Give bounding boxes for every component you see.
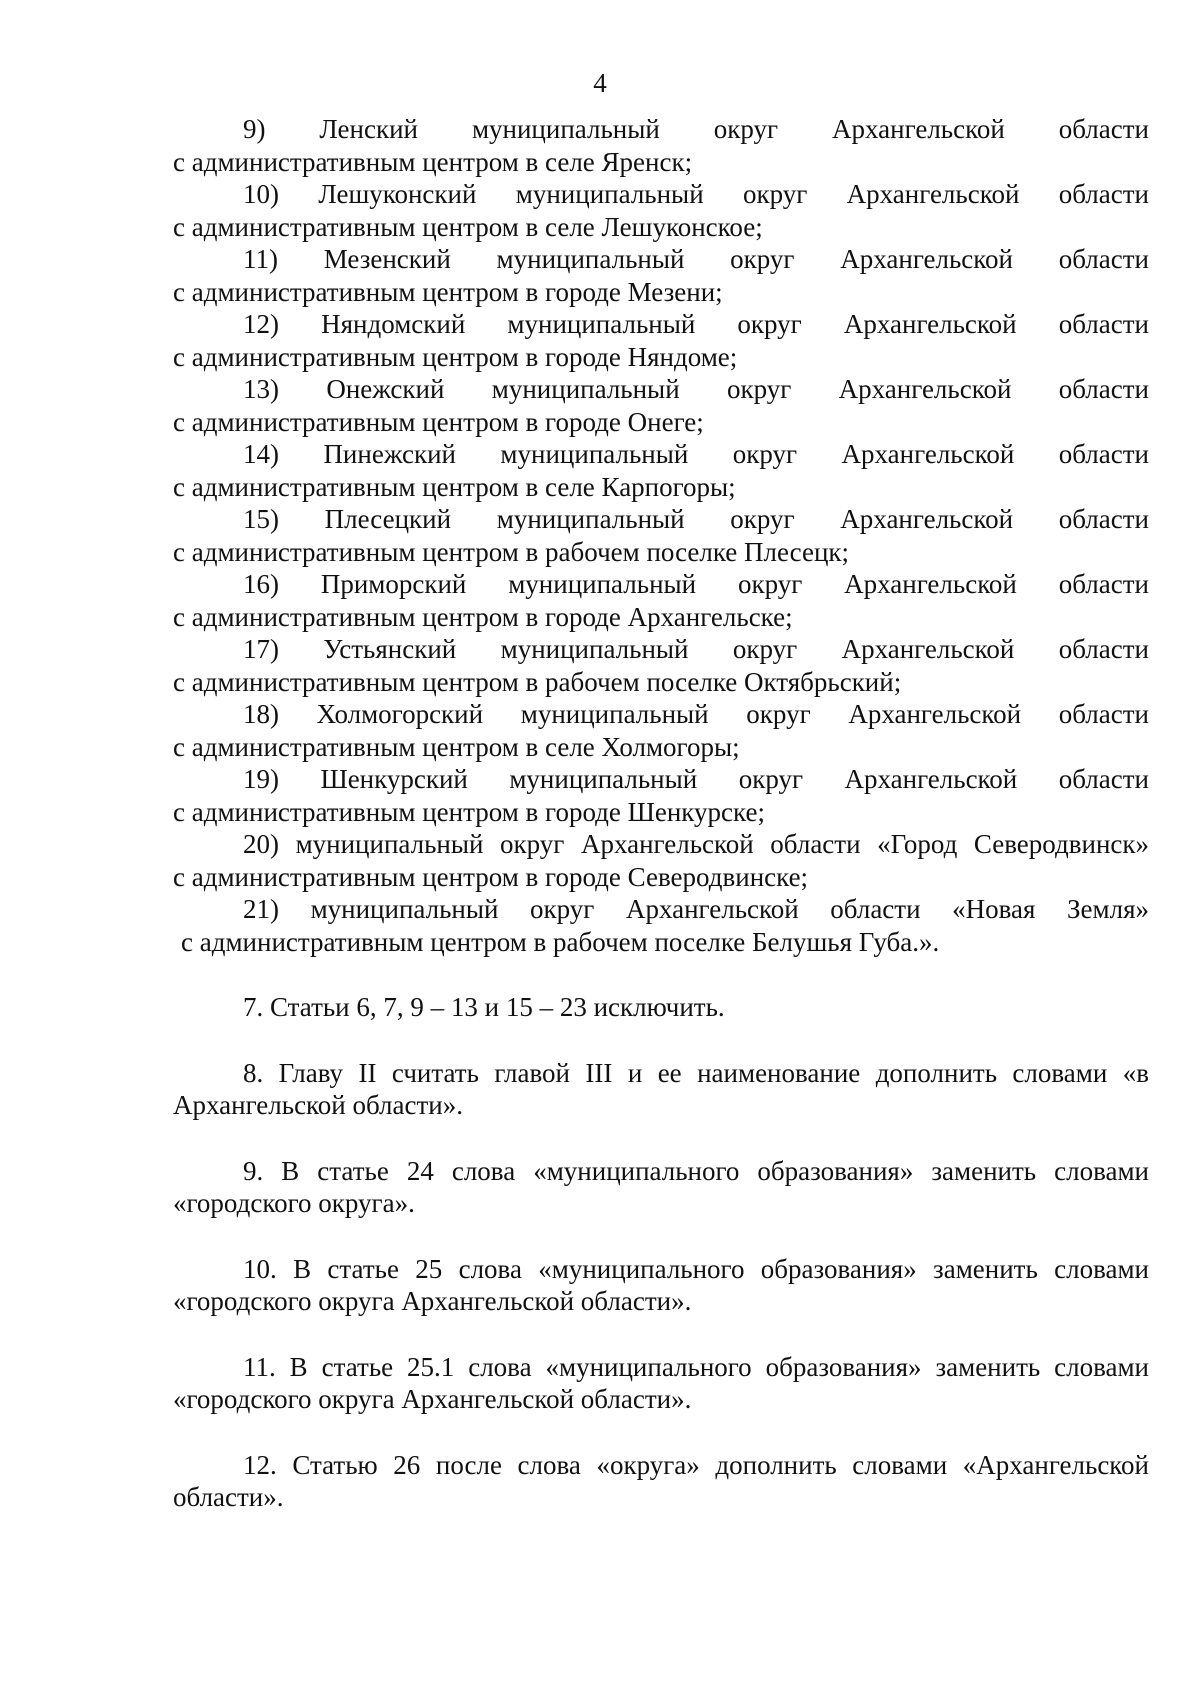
list-item-continuation: с административным центром в селе Холмогоры; (173, 731, 740, 762)
amendment-paragraph: 11. В статье 25.1 слова «муниципального образования» заменить словами «городского округа Архангельской области». (173, 1351, 1149, 1414)
amendment-paragraph: 8. Главу II считать главой III и ее наименование дополнить словами «в Архангельской области». (173, 1057, 1149, 1120)
list-item-line: 19) Шенкурский муниципальный округ Архангельской области (243, 764, 1149, 794)
list-item (173, 373, 1149, 438)
document-body (173, 113, 1149, 1514)
list-item-line: 12) Няндомский муниципальный округ Архангельской области (243, 309, 1149, 339)
list-item-continuation: с административным центром в городе Шенкурске; (173, 796, 765, 827)
list-item-continuation: с административным центром в рабочем поселке Плесецк; (173, 536, 850, 567)
list-item-line: 14) Пинежский муниципальный округ Архангельской области (243, 439, 1149, 469)
list-item-line: 17) Устьянский муниципальный округ Архангельской области (243, 634, 1149, 664)
list-item-continuation: с административным центром в городе Мезени; (173, 276, 723, 307)
list-item (173, 633, 1149, 698)
list-item-line: 10) Лешуконский муниципальный округ Архангельской области (243, 179, 1149, 209)
list-item (173, 828, 1149, 893)
list-item (173, 763, 1149, 828)
list-item-line: 13) Онежский муниципальный округ Архангельской области (243, 374, 1149, 404)
list-item-continuation: с административным центром в рабочем поселке Белушья Губа.». (181, 926, 940, 957)
paragraph-gap (173, 1122, 1149, 1155)
list-item-continuation: с административным центром в городе Северодвинске; (173, 861, 809, 892)
list-item (173, 503, 1149, 568)
list-item (173, 243, 1149, 308)
list-item-line: 11) Мезенский муниципальный округ Архангельской области (243, 244, 1149, 274)
list-item-line: 15) Плесецкий муниципальный округ Архангельской области (243, 504, 1149, 534)
list-item-line: 16) Приморский муниципальный округ Архангельской области (243, 569, 1149, 599)
list-item-continuation: с административным центром в городе Архангельске; (173, 601, 793, 632)
list-item (173, 438, 1149, 503)
list-item-line: 20) муниципальный округ Архангельской области «Город Северодвинск» (243, 829, 1149, 859)
amendment-paragraph: 10. В статье 25 слова «муниципального образования» заменить словами «городского округа Архангельской области». (173, 1253, 1149, 1316)
list-item-continuation: с административным центром в городе Няндоме; (173, 341, 738, 372)
list-item-continuation: с административным центром в городе Онеге; (173, 406, 704, 437)
list-item-continuation: с административным центром в селе Яренск; (173, 146, 693, 177)
amendment-paragraph: 7. Статьи 6, 7, 9 – 13 и 15 – 23 исключить. (243, 992, 725, 1022)
list-item (173, 568, 1149, 633)
paragraph-gap (173, 1220, 1149, 1253)
amendment-paragraph: 9. В статье 24 слова «муниципального образования» заменить словами «городского округа». (173, 1155, 1149, 1218)
page-number: 4 (593, 68, 607, 98)
list-item-line: 9) Ленский муниципальный округ Архангельской области (243, 114, 1149, 144)
list-item (173, 113, 1149, 178)
list-item (173, 308, 1149, 373)
paragraph-gap (173, 1318, 1149, 1351)
list-item-continuation: с административным центром в селе Лешуконское; (173, 211, 763, 242)
paragraph-gap (173, 1024, 1149, 1057)
list-item-continuation: с административным центром в селе Карпогоры; (173, 471, 736, 502)
list-item (173, 178, 1149, 243)
paragraph-gap (173, 958, 1149, 991)
list-item-line: 18) Холмогорский муниципальный округ Архангельской области (243, 699, 1149, 729)
paragraph-gap (173, 1416, 1149, 1449)
list-item-line: 21) муниципальный округ Архангельской области «Новая Земля» (243, 894, 1149, 924)
list-item-continuation: с административным центром в рабочем поселке Октябрьский; (173, 666, 902, 697)
list-item (173, 698, 1149, 763)
list-item (173, 893, 1149, 958)
amendment-paragraph: 12. Статью 26 после слова «округа» дополнить словами «Архангельской области». (173, 1449, 1149, 1512)
